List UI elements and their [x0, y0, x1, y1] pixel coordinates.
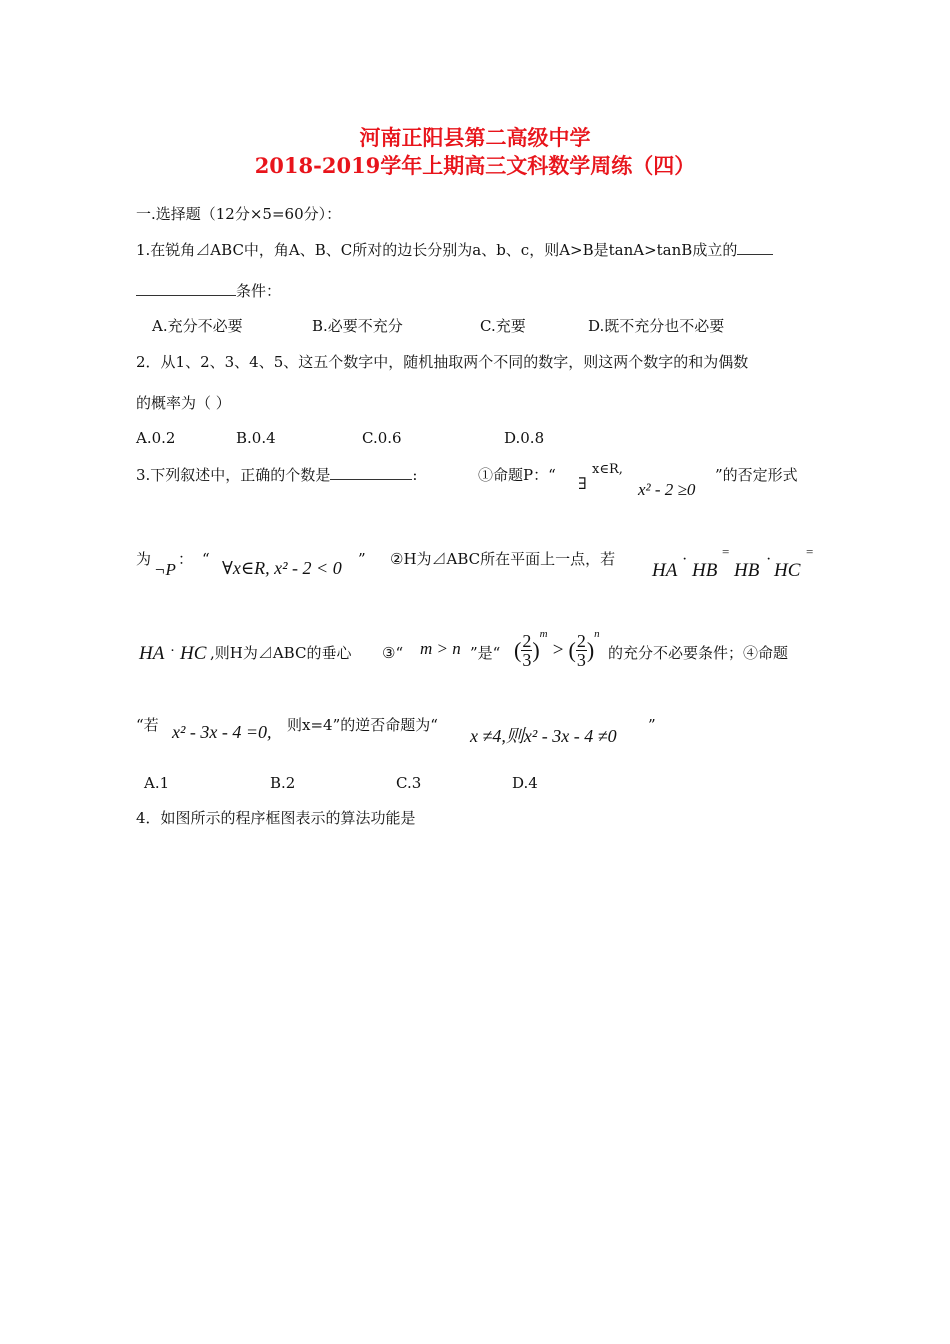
- q3-p3-prefix: ③“: [382, 644, 404, 662]
- q3-colon2: ：: [178, 550, 194, 568]
- vector-ha: HA: [652, 560, 678, 581]
- q3-option-d: D.4: [512, 774, 538, 792]
- q1-blank-2: [136, 281, 236, 296]
- fraction-1-den: 3: [522, 650, 532, 670]
- q3-quote-close: ”: [358, 550, 366, 568]
- q3-p4-prefix: “若: [136, 716, 159, 734]
- paren-close-1: ): [532, 637, 540, 663]
- fraction-2-den: 3: [576, 650, 586, 670]
- q3-x-in-r: x∈R,: [592, 462, 623, 477]
- vector-hc: HC: [774, 560, 801, 581]
- equals-1: =: [722, 544, 730, 559]
- q3-intro: [136, 465, 417, 485]
- q2-line1: 2．从1、2、3、4、5、这五个数字中，随机抽取两个不同的数字，则这两个数字的和为偶数: [136, 353, 749, 371]
- q3-p3-tail: 的充分不必要条件；④命题: [608, 644, 789, 662]
- paren-open-2: (: [568, 637, 576, 663]
- q1-option-d: D.既不充分也不必要: [588, 317, 725, 335]
- q3-p1-suffix: ”的否定形式: [715, 466, 798, 484]
- dot-3: ·: [170, 643, 175, 659]
- q1-blank: [737, 240, 773, 255]
- q3-colon: :: [412, 466, 418, 484]
- q3-blank: [330, 465, 412, 480]
- section-heading: 一.选择题（12分×5=60分）：: [136, 205, 342, 223]
- q3-p4-formula2: x ≠4,则x² - 3x - 4 ≠0: [470, 726, 617, 746]
- paren-close-2: ): [586, 637, 595, 663]
- q3-p2-text: ②H为⊿ABC所在平面上一点，若: [390, 550, 616, 568]
- exists-symbol: ∃: [578, 476, 587, 493]
- vector-hc-3: HC: [180, 643, 207, 664]
- vector-ha-3: HA: [139, 643, 165, 664]
- equals-2: =: [806, 544, 814, 559]
- dot-2: ·: [766, 551, 772, 568]
- exponent-n: n: [594, 628, 600, 640]
- fraction-2: [576, 632, 587, 669]
- q3-p4-mid: 则x=4”的逆否命题为“: [287, 716, 438, 734]
- q1-stem: 1.在锐角⊿ABC中，角A、B、C所对的边长分别为a、b、c，则A>B是tanA>tanB成立的: [136, 241, 738, 259]
- q3-option-c: C.3: [396, 774, 422, 792]
- q3-option-b: B.2: [270, 774, 296, 792]
- q1-option-c: C.充要: [480, 317, 526, 335]
- fraction-1: [521, 632, 532, 669]
- greater-than: >: [552, 639, 564, 661]
- q3-quote-open: “: [202, 550, 210, 568]
- q3-intro-text: 3.下列叙述中，正确的个数是: [136, 466, 331, 484]
- q3-neg-prefix: 为: [136, 550, 152, 568]
- q3-neg-formula: ∀x∈R, x² - 2 < 0: [222, 558, 342, 578]
- q4-text: 4．如图所示的程序框图表示的算法功能是: [136, 809, 416, 827]
- not-p-symbol: ¬P: [154, 560, 176, 579]
- page-title: 河南正阳县第二高级中学: [359, 125, 591, 150]
- dot-1: ·: [682, 551, 688, 568]
- q3-option-a: A.1: [144, 774, 170, 792]
- q3-power-expression: [514, 628, 600, 669]
- q2-option-a: A.0.2: [136, 429, 176, 447]
- q1-line2: [136, 281, 281, 301]
- vector-hb-2: HB: [734, 560, 760, 581]
- vector-hb: HB: [692, 560, 718, 581]
- q2-line2: 的概率为（ ）: [136, 394, 231, 412]
- page-subtitle: 2018-2019学年上期高三文科数学周练（四）: [254, 153, 696, 178]
- fraction-1-num: 2: [522, 631, 532, 651]
- fraction-2-num: 2: [576, 631, 586, 651]
- q3-p3-mid: ”是“: [470, 644, 501, 662]
- exponent-m: m: [539, 628, 548, 640]
- q3-p2-tail: ,则H为⊿ABC的垂心: [210, 644, 352, 662]
- q1-option-a: A.充分不必要: [152, 317, 243, 335]
- paren-open-1: (: [514, 637, 522, 663]
- q3-p4-end: ”: [648, 716, 656, 734]
- q1-tail: 条件：: [236, 282, 282, 300]
- q1-option-b: B.必要不充分: [312, 317, 403, 335]
- q3-p3-cond: m > n: [420, 639, 461, 658]
- q1-text: [136, 240, 773, 260]
- q3-p4-formula: x² - 3x - 4 =0,: [172, 722, 272, 742]
- q2-option-c: C.0.6: [362, 429, 402, 447]
- q2-option-b: B.0.4: [236, 429, 276, 447]
- q3-p1-prefix: ①命题P：“: [478, 466, 556, 484]
- q2-option-d: D.0.8: [504, 429, 545, 447]
- q3-p1-formula: x² - 2 ≥0: [638, 480, 696, 499]
